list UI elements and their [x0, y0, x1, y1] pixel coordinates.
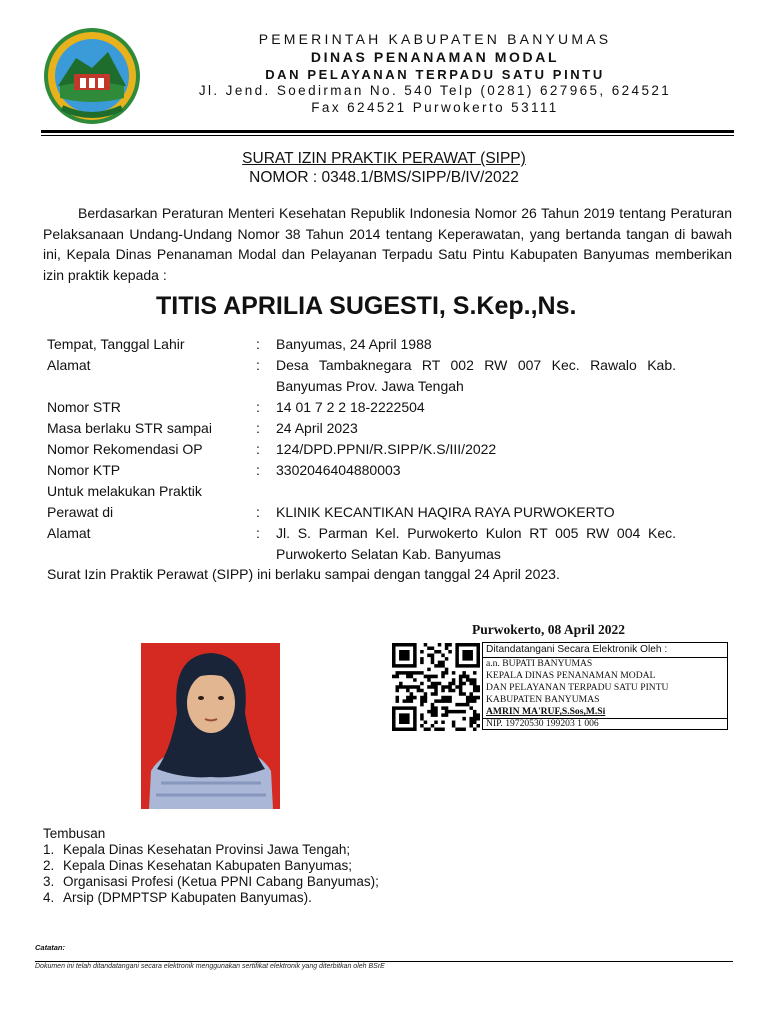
detail-colon: : — [256, 336, 260, 352]
detail-label: Nomor Rekomendasi OP — [47, 441, 203, 457]
detail-value: KLINIK KECANTIKAN HAQIRA RAYA PURWOKERTO — [276, 504, 615, 520]
detail-value: 124/DPD.PPNI/R.SIPP/K.S/III/2022 — [276, 441, 497, 457]
header-agency: DINAS PENANAMAN MODAL — [310, 49, 560, 65]
header-address: Jl. Jend. Soedirman No. 540 Telp (0281) 627965, 624521 — [198, 83, 672, 98]
header-divider-thin — [41, 135, 734, 136]
detail-label: Alamat — [47, 525, 91, 541]
detail-value: 14 01 7 2 2 18-2222504 — [276, 399, 425, 415]
detail-colon: : — [256, 441, 260, 457]
detail-label: Untuk melakukan Praktik — [47, 483, 202, 499]
detail-colon: : — [256, 525, 260, 541]
detail-colon: : — [256, 420, 260, 436]
e-signature-position-1: KEPALA DINAS PENANAMAN MODAL — [486, 670, 656, 681]
tembusan-text: Kepala Dinas Kesehatan Kabupaten Banyumas; — [63, 858, 352, 873]
detail-label: Tempat, Tanggal Lahir — [47, 336, 185, 352]
holder-photo — [141, 643, 280, 809]
detail-colon: : — [256, 462, 260, 478]
tembusan-number: 4. — [43, 890, 55, 905]
signature-place-date: Purwokerto, 08 April 2022 — [472, 622, 625, 637]
tembusan-item — [43, 842, 350, 857]
header-agency-sub: DAN PELAYANAN TERPADU SATU PINTU — [265, 67, 605, 82]
e-signature-nip: NIP. 19720530 199203 1 006 — [486, 718, 599, 729]
intro-paragraph: Berdasarkan Peraturan Menteri Kesehatan Republik Indonesia Nomor 26 Tahun 2019 tentang Peraturan Pelaksanaan Undang-Undang Nomor 38 Tahun 2014 tentang Keperawatan, yang bertanda tangan di bawah ini, Kepala Dinas Penanaman Modal dan Pelayanan Terpadu Satu Pintu Kabupaten Banyumas memberikan izin praktik kepada : — [43, 205, 732, 283]
header-divider-thick — [41, 130, 734, 133]
detail-label: Perawat di — [47, 504, 114, 520]
detail-value: Jl. S. Parman Kel. Purwokerto Kulon RT 005 RW 004 Kec. Purwokerto Selatan Kab. Banyumas — [276, 525, 676, 562]
footer-divider — [35, 961, 733, 962]
header-government: PEMERINTAH KABUPATEN BANYUMAS — [258, 31, 612, 47]
tembusan-item — [43, 874, 379, 889]
tembusan-text: Organisasi Profesi (Ketua PPNI Cabang Banyumas); — [63, 874, 379, 889]
tembusan-number: 3. — [43, 874, 55, 889]
tembusan-number: 1. — [43, 842, 55, 857]
detail-colon: : — [256, 504, 260, 520]
validity-statement: Surat Izin Praktik Perawat (SIPP) ini berlaku sampai dengan tanggal 24 April 2023. — [47, 566, 560, 582]
tembusan-item — [43, 890, 312, 905]
detail-value: Banyumas, 24 April 1988 — [276, 336, 432, 352]
e-signature-position-3: KABUPATEN BANYUMAS — [486, 694, 600, 705]
document-title: SURAT IZIN PRAKTIK PERAWAT (SIPP) — [242, 150, 526, 167]
e-signature-box — [482, 642, 728, 730]
detail-colon: : — [256, 399, 260, 415]
detail-value: Desa Tambaknegara RT 002 RW 007 Kec. Rawalo Kab. Banyumas Prov. Jawa Tengah — [276, 357, 676, 394]
header-fax: Fax 624521 Purwokerto 53111 — [311, 100, 559, 115]
detail-value: 3302046404880003 — [276, 462, 401, 478]
qr-code — [392, 643, 480, 731]
tembusan-text: Kepala Dinas Kesehatan Provinsi Jawa Tengah; — [63, 842, 351, 857]
holder-name: TITIS APRILIA SUGESTI, S.Kep.,Ns. — [156, 292, 577, 320]
detail-value: 24 April 2023 — [276, 420, 358, 436]
tembusan-text: Arsip (DPMPTSP Kabupaten Banyumas). — [63, 890, 312, 905]
footer-note: Dokumen ini telah ditandatangani secara elektronik menggunakan sertifikat elektronik yang diterbitkan oleh BSrE — [35, 963, 385, 970]
tembusan-item — [43, 858, 352, 873]
detail-label: Alamat — [47, 357, 91, 373]
note-label: Catatan: — [35, 943, 66, 952]
detail-label: Nomor KTP — [47, 462, 121, 478]
detail-colon: : — [256, 357, 260, 373]
tembusan-number: 2. — [43, 858, 55, 873]
detail-label: Nomor STR — [47, 399, 121, 415]
e-signature-on-behalf: a.n. BUPATI BANYUMAS — [486, 658, 593, 669]
e-signature-official-name: AMRIN MA'RUF,S.Sos,M.Si — [486, 706, 606, 717]
e-signature-position-2: DAN PELAYANAN TERPADU SATU PINTU — [486, 682, 669, 693]
e-signature-notice: Ditandatangani Secara Elektronik Oleh : — [486, 644, 668, 655]
tembusan-title: Tembusan — [43, 826, 106, 841]
banyumas-regency-emblem — [40, 28, 144, 124]
document-number: NOMOR : 0348.1/BMS/SIPP/B/IV/2022 — [249, 169, 519, 186]
detail-label: Masa berlaku STR sampai — [47, 420, 212, 436]
